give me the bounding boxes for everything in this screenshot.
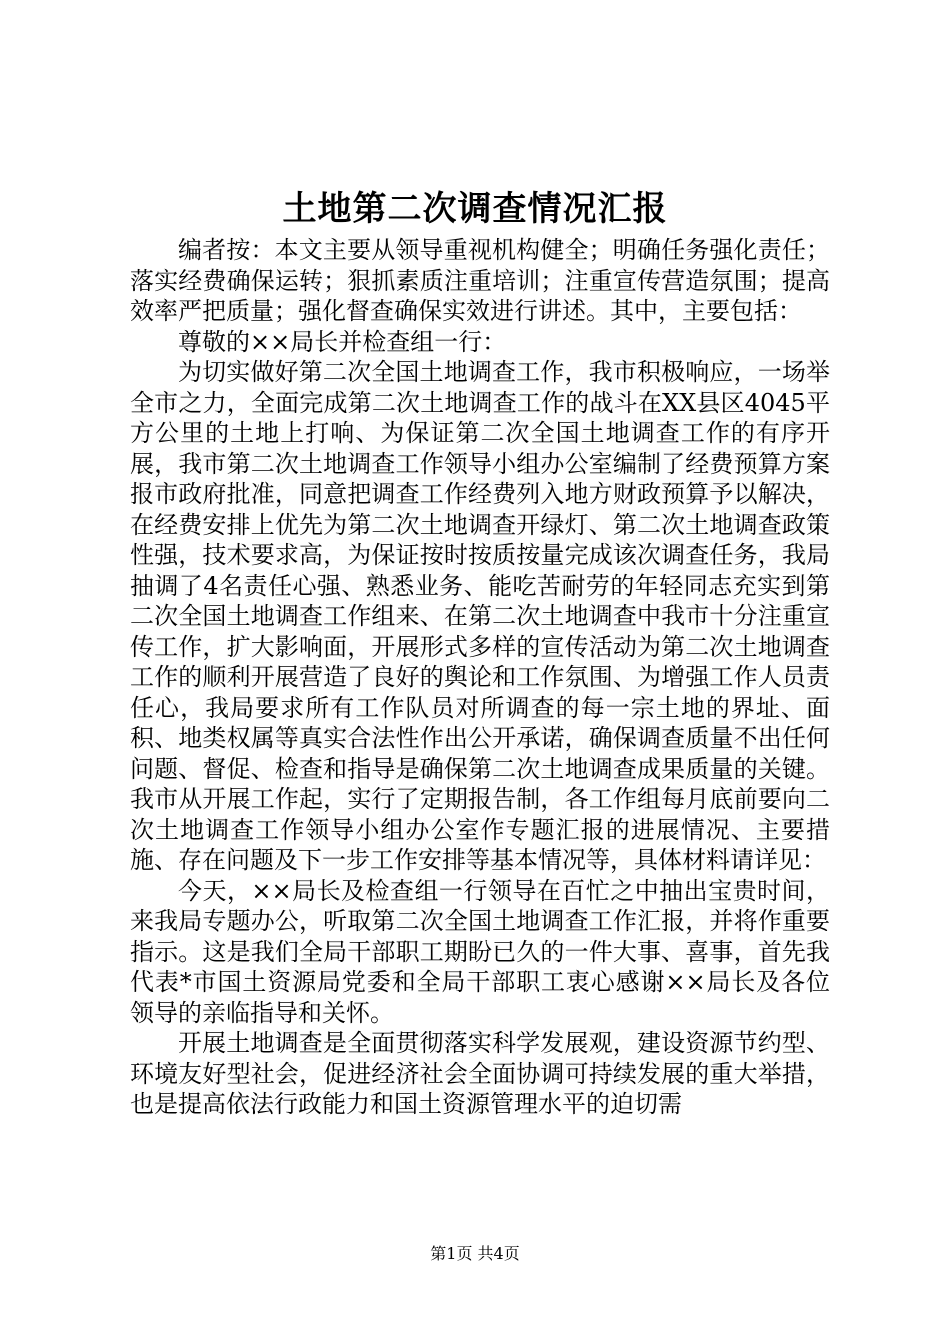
page-number-footer: 第1页 共4页 (430, 1244, 520, 1263)
body-paragraph: 今天，××局长及检查组一行领导在百忙之中抽出宝贵时间，来我局专题办公，听取第二次全国土地调查工作汇报，并将作重要指示。这是我们全局干部职工期盼已久的一件大事、喜事，首先我代表*市国土资源局党委和全局干部职工衷心感谢××局长及各位领导的亲临指导和关怀。 (130, 876, 830, 1027)
document-body (130, 235, 830, 1120)
salutation-paragraph: 尊敬的××局长并检查组一行： (178, 327, 507, 356)
body-paragraph: 开展土地调查是全面贯彻落实科学发展观，建设资源节约型、环境友好型社会，促进经济社会全面协调可持续发展的重大举措，也是提高依法行政能力和国土资源管理水平的迫切需 (130, 1029, 830, 1118)
editor-note-paragraph: 编者按：本文主要从领导重视机构健全；明确任务强化责任；落实经费确保运转；狠抓素质注重培训；注重宣传营造氛围；提高效率严把质量；强化督查确保实效进行讲述。其中，主要包括： (130, 236, 830, 325)
document-title: 土地第二次调查情况汇报 (282, 189, 668, 229)
body-paragraph: 为切实做好第二次全国土地调查工作，我市积极响应，一场举全市之力，全面完成第二次土地调查工作的战斗在XX县区4045平方公里的土地上打响、为保证第二次全国土地调查工作的有序开展，我市第二次土地调查工作领导小组办公室编制了经费预算方案报市政府批准，同意把调查工作经费列入地方财政预算予以解决，在经费安排上优先为第二次土地调查开绿灯、第二次土地调查政策性强，技术要求高，为保证按时按质按量完成该次调查任务，我局抽调了4名责任心强、熟悉业务、能吃苦耐劳的年轻同志充实到第二次全国土地调查工作组来、在第二次土地调查中我市十分注重宣传工作，扩大影响面，开展形式多样的宣传活动为第二次土地调查工作的顺利开展营造了良好的舆论和工作氛围、为增强工作人员责任心，我局要求所有工作队员对所调查的每一宗土地的界址、面积、地类权属等真实合法性作出公开承诺，确保调查质量不出任何问题、督促、检查和指导是确保第二次土地调查成果质量的关键。我市从开展工作起，实行了定期报告制，各工作组每月底前要向二次土地调查工作领导小组办公室作专题汇报的进展情况、主要措施、存在问题及下一步工作安排等基本情况等，具体材料请详见： (130, 358, 830, 874)
